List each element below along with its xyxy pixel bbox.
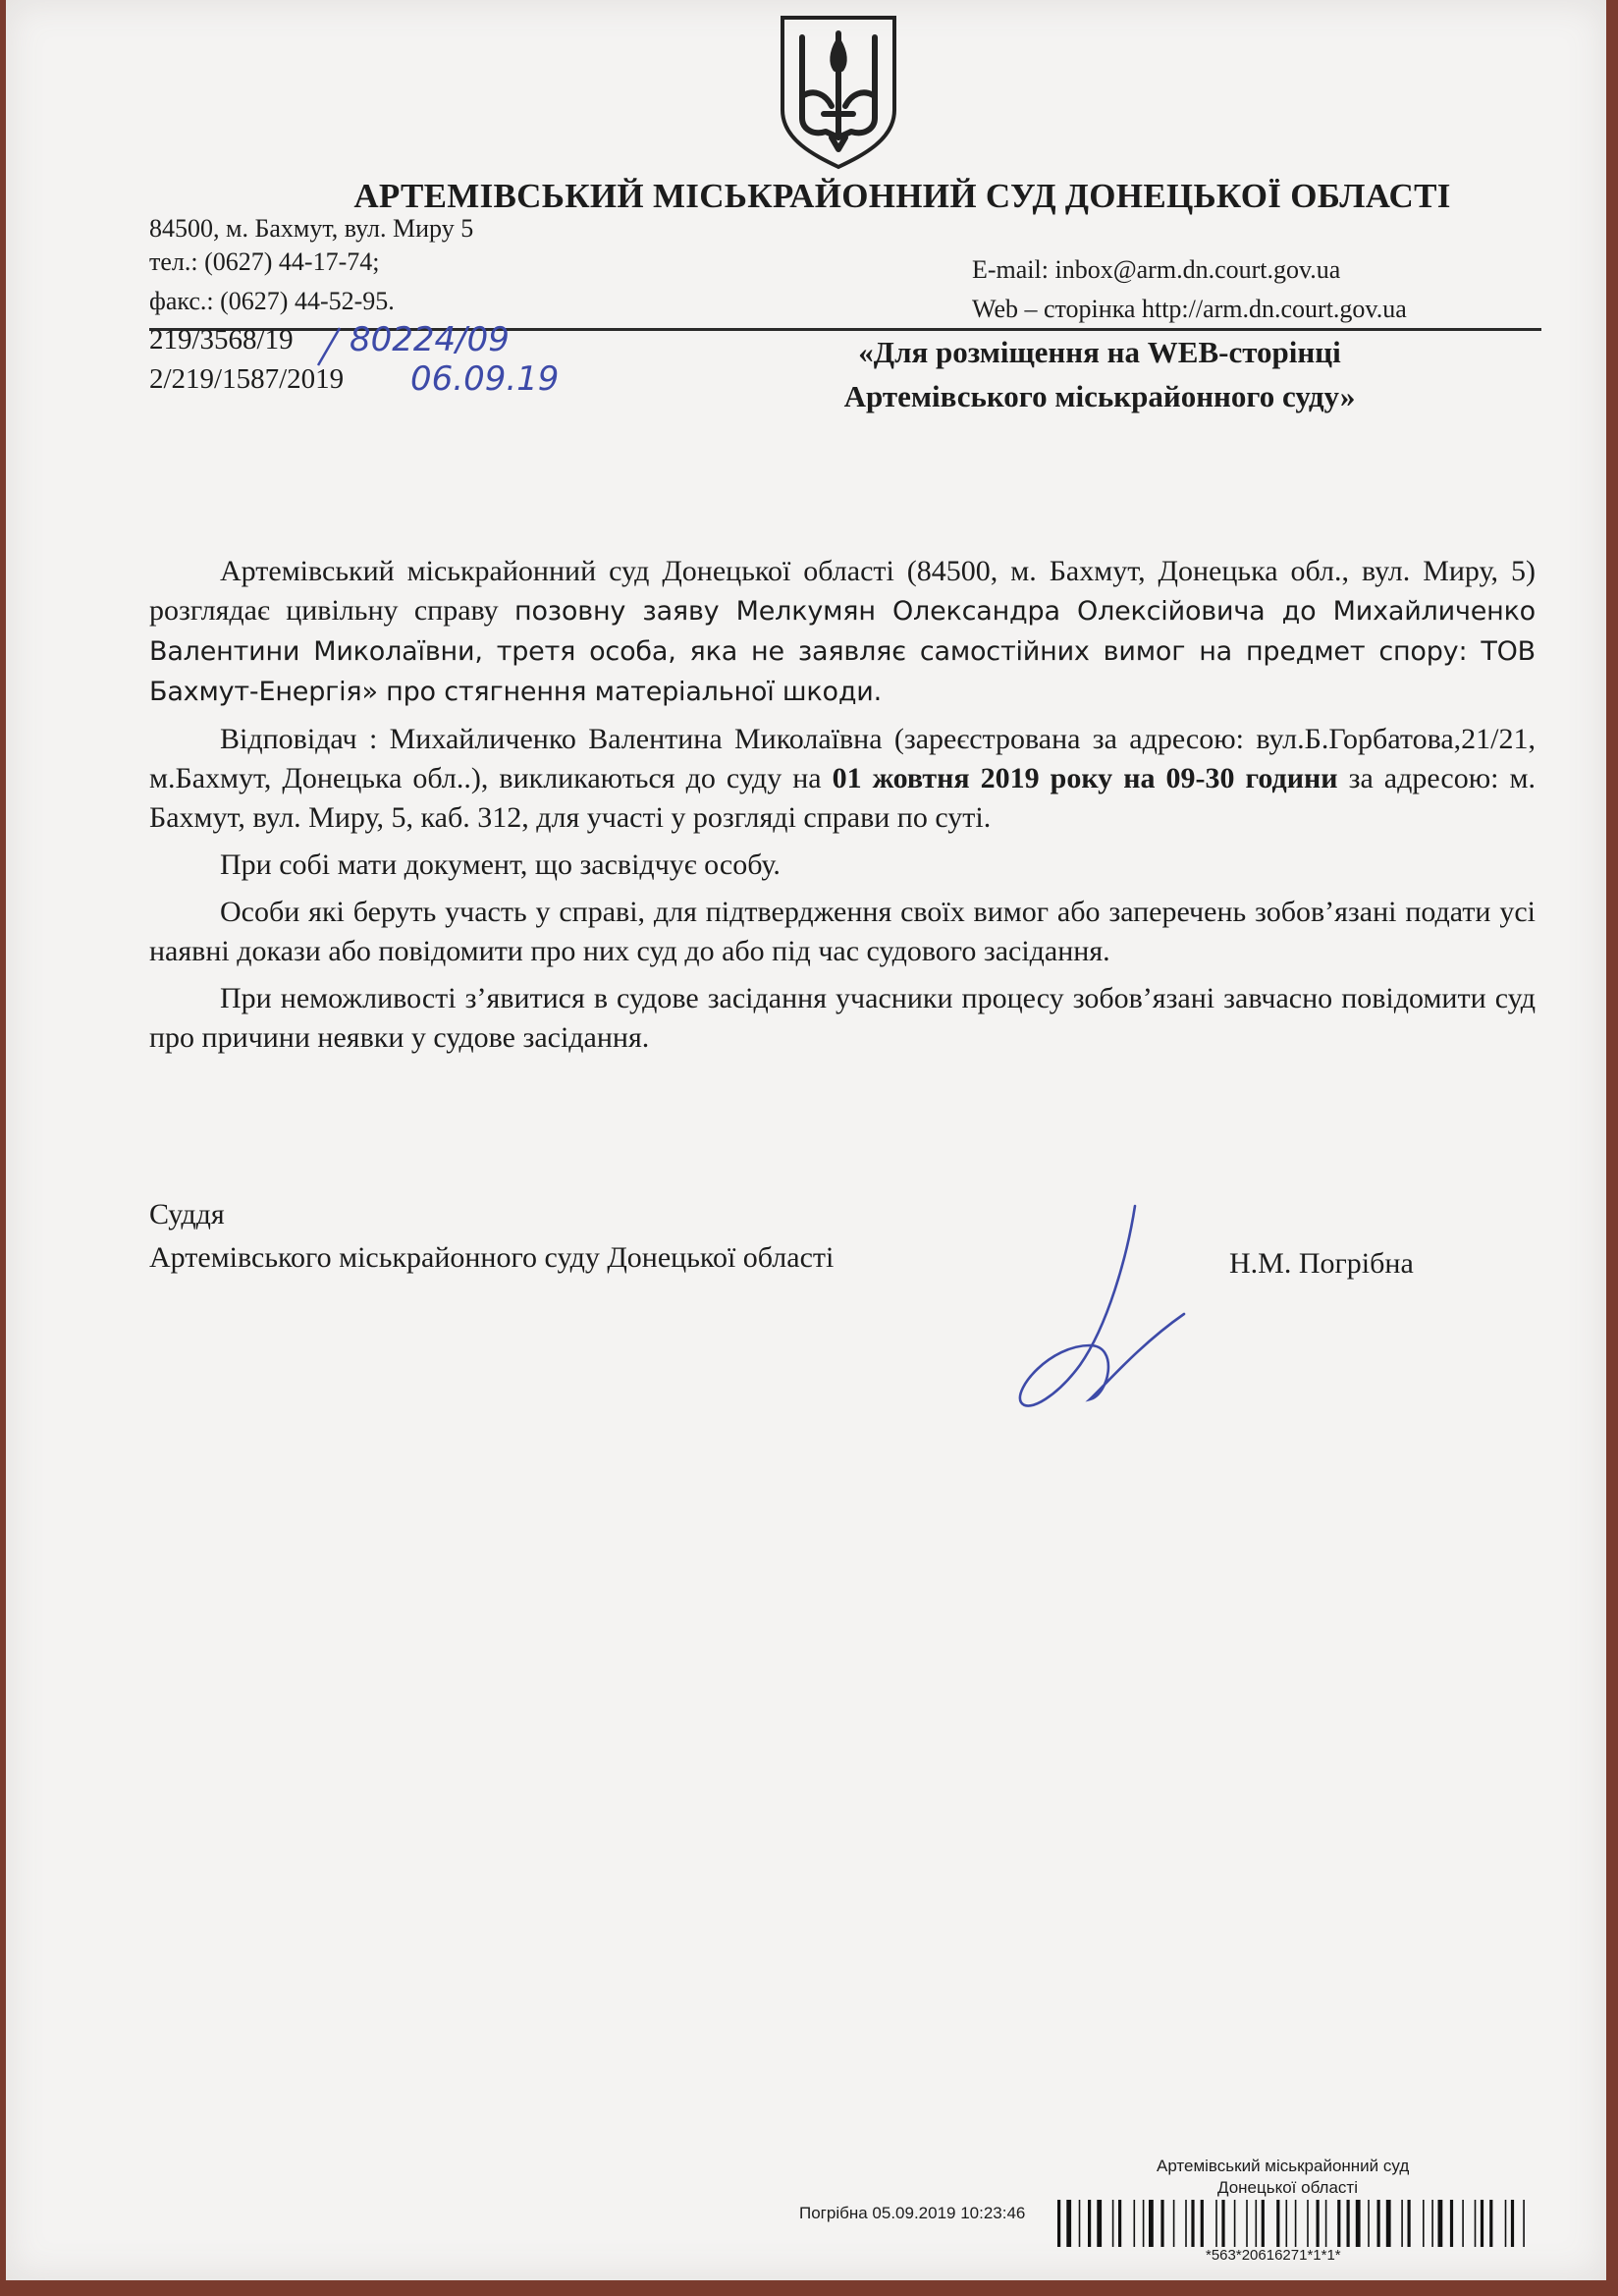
signature-court: Артемівського міськрайонного суду Донецької області	[149, 1241, 835, 1274]
court-fax: факс.: (0627) 44-52-95.	[149, 287, 395, 315]
barcode-icon	[1055, 2200, 1533, 2247]
stamp-court-line1: Артемівський міськрайонний суд	[1157, 2157, 1410, 2175]
barcode-text: *563*20616271*1*1*	[1206, 2247, 1341, 2264]
stamp-court-line2: Донецької області	[1217, 2178, 1358, 2197]
handwritten-signature	[1011, 1198, 1188, 1424]
judge-name: Н.М. Погрібна	[1229, 1247, 1414, 1280]
body-paragraph-5: При неможливості з’явитися в судове засідання учасники процесу зобов’язані завчасно повідомити суд про причини неявки у судове засідання.	[149, 982, 1536, 1054]
court-email: E-mail: inbox@arm.dn.court.gov.ua	[972, 255, 1341, 284]
body-paragraph-3: При собі мати документ, що засвідчує особу.	[220, 848, 781, 881]
coat-of-arms-icon	[775, 12, 902, 171]
court-address: 84500, м. Бахмут, вул. Миру 5	[149, 214, 474, 243]
court-title: АРТЕМІВСЬКИЙ МІСЬКРАЙОННИЙ СУД ДОНЕЦЬКОЇ ОБЛАСТІ	[353, 177, 1451, 215]
court-website: Web – сторінка http://arm.dn.court.gov.ua	[972, 295, 1407, 323]
body-paragraph-2: Відповідач : Михайличенко Валентина Миколаївна (зареєстрована за адресою: вул.Б.Горбатова,21/21, м.Бахмут, Донецька обл..), викликаються до суду на 01 жовтня 2019 року на 09-30 години за адресою: м. Бахмут, вул. Миру, 5, каб. 312, для участі у розгляді справи по суті.	[149, 723, 1536, 834]
stamp-timestamp: Погрібна 05.09.2019 10:23:46	[799, 2204, 1026, 2222]
body-paragraph-4: Особи які беруть участь у справі, для підтвердження своїх вимог або заперечень зобов’язані подати усі наявні докази або повідомити про них суд до або під час судового засідання.	[149, 896, 1536, 967]
handwritten-date: 06.09.19	[410, 359, 560, 399]
hearing-date: 01 жовтня 2019 року на 09-30 години	[832, 762, 1338, 794]
web-note-line1: «Для розміщення на WEB-сторінці	[858, 335, 1341, 369]
document-body	[149, 552, 1536, 1058]
body-paragraph-1: Артемівський міськрайонний суд Донецької області (84500, м. Бахмут, Донецька обл., вул. Миру, 5) розглядає цивільну справу позовну заяву Мелкумян Олександра Олексійовича до Михайличенко Валентини Миколаївни, третя особа, яка не заявляє самостійних вимог на предмет спору: ТОВ Бахмут-Енергія» про стягнення матеріальної шкоди.	[149, 555, 1536, 707]
web-note-line2: Артемівського міськрайонного суду»	[843, 379, 1356, 413]
case-number: 219/3568/19	[149, 324, 294, 355]
proceeding-number: 2/219/1587/2019	[149, 363, 345, 395]
handwritten-slash-mark	[312, 324, 344, 369]
signature-role: Суддя	[149, 1198, 225, 1230]
court-phone: тел.: (0627) 44-17-74;	[149, 247, 380, 276]
handwritten-outgoing-number: 80224/09	[350, 320, 510, 359]
web-placement-note	[628, 330, 1571, 418]
